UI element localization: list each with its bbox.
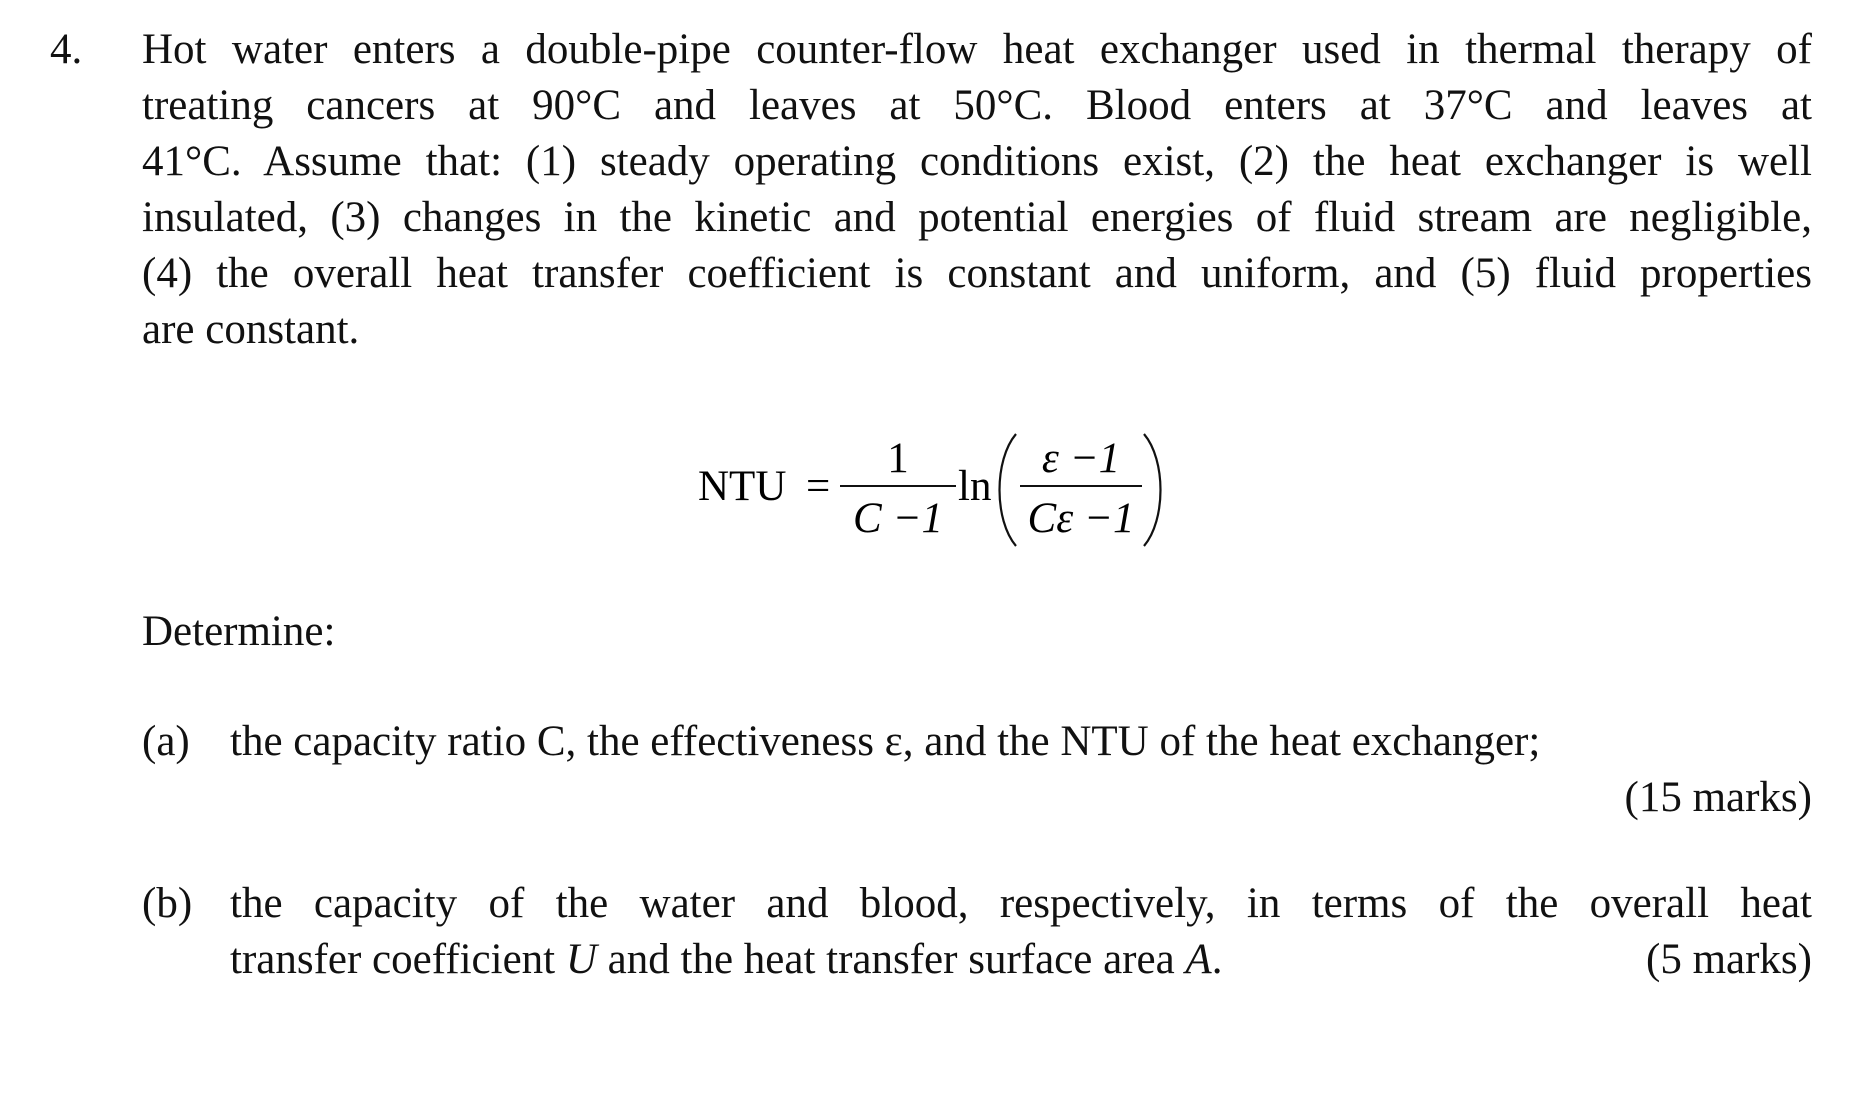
question-line: 41°C. Assume that: (1) steady operating conditions exist, (2) the heat exchanger is well xyxy=(142,138,1812,185)
ntu-formula-graphic xyxy=(698,420,1178,550)
part-b-line: the capacity of the water and blood, respectively, in terms of the overall heat xyxy=(230,880,1812,927)
fraction1-numerator: 1 xyxy=(887,435,909,482)
part-a-text xyxy=(230,714,1540,770)
fraction1-denominator: C −1 xyxy=(853,495,943,542)
question-number: 4. xyxy=(50,26,83,73)
part-b-marks: (5 marks) xyxy=(1646,936,1812,983)
formula-equals: = xyxy=(806,463,831,510)
question-line: insulated, (3) changes in the kinetic and potential energies of fluid stream are negligible, xyxy=(142,194,1812,241)
question-line: treating cancers at 90°C and leaves at 50°C. Blood enters at 37°C and leaves at xyxy=(142,82,1812,129)
part-b-line2-post: . xyxy=(1211,936,1223,983)
fraction2-denominator: Cε −1 xyxy=(1027,495,1135,542)
determine-label: Determine: xyxy=(142,608,336,655)
part-a-label: (a) xyxy=(142,718,190,765)
ntu-formula xyxy=(698,420,1178,550)
fraction2-numerator: ε −1 xyxy=(1041,435,1121,482)
part-b-text xyxy=(230,876,1812,988)
part-b-line2-mid: and the heat transfer surface area xyxy=(596,936,1186,983)
question-paragraph xyxy=(142,22,1812,358)
part-b-label: (b) xyxy=(142,880,193,927)
variable-a: A xyxy=(1185,936,1212,983)
question-line: (4) the overall heat transfer coefficient is constant and uniform, and (5) fluid properties xyxy=(142,250,1812,297)
formula-lhs: NTU xyxy=(698,463,787,510)
question-line: Hot water enters a double-pipe counter-flow heat exchanger used in thermal therapy of xyxy=(142,26,1812,73)
part-a-marks: (15 marks) xyxy=(1624,774,1812,821)
variable-u: U xyxy=(565,936,597,983)
formula-ln: ln xyxy=(958,463,992,510)
right-paren xyxy=(1144,434,1161,546)
question-line: are constant. xyxy=(142,306,360,353)
left-paren xyxy=(1000,434,1017,546)
part-b-line2-pre: transfer coefficient xyxy=(230,936,566,983)
part-a-line: the capacity ratio C, the effectiveness ε, and the NTU of the heat exchanger; xyxy=(230,718,1541,765)
part-b-line xyxy=(230,932,1812,988)
